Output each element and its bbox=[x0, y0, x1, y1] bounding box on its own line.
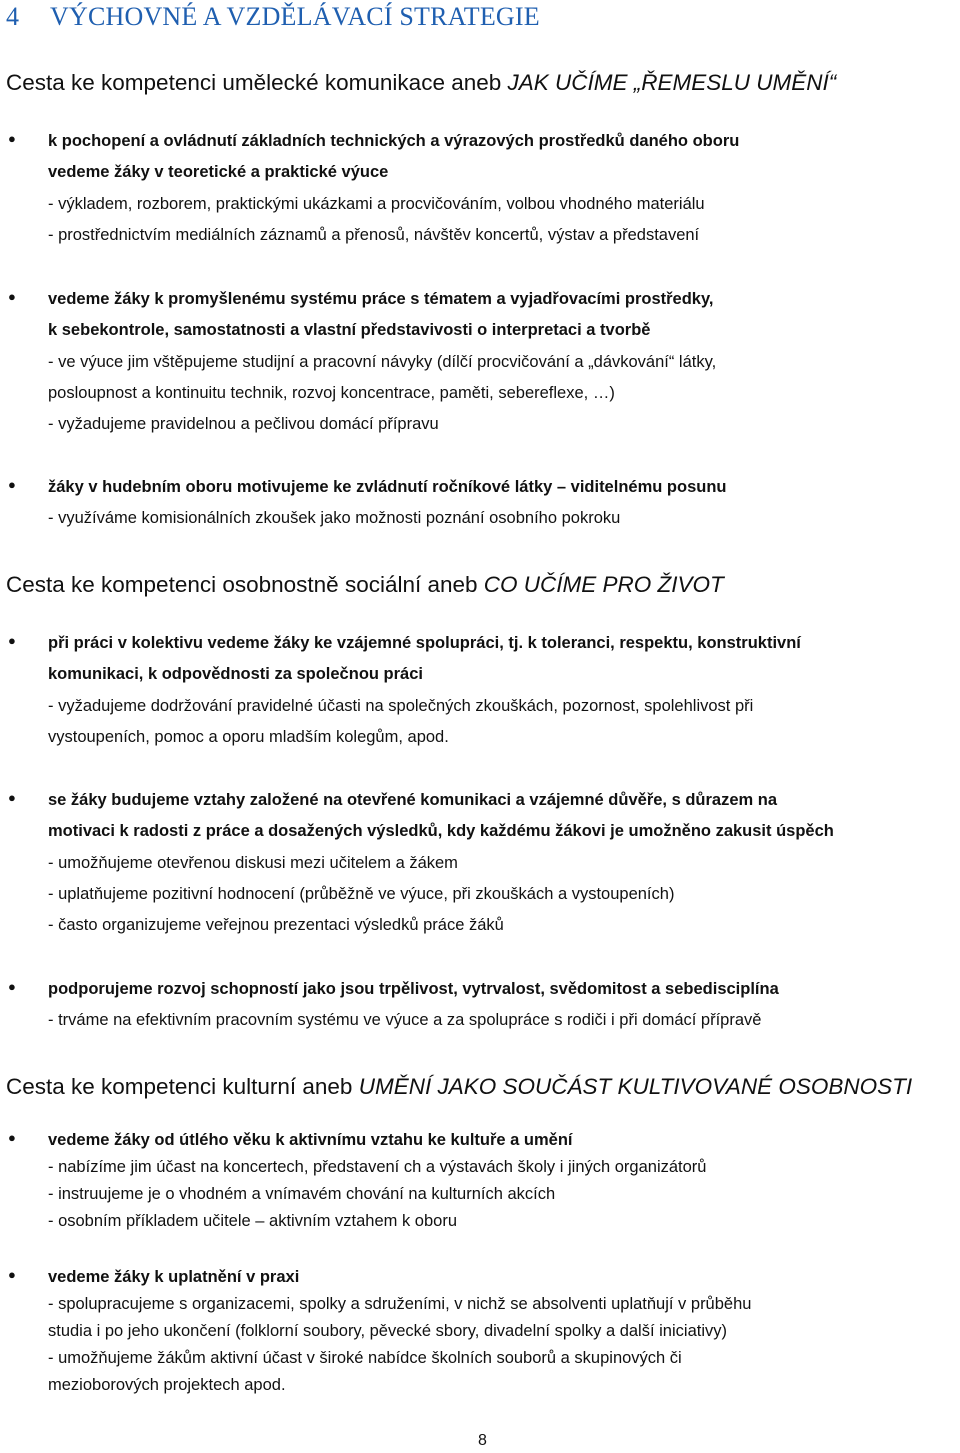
item-line: vystoupeních, pomoc a oporu mladším kolegům, apod. bbox=[48, 728, 449, 746]
item-bold-line: podporujeme rozvoj schopností jako jsou trpělivost, vytrvalost, svědomitost a sebedisciplína bbox=[48, 980, 779, 998]
item-line: - nabízíme jim účast na koncertech, představení ch a výstavách školy i jiných organizátorů bbox=[48, 1158, 707, 1176]
page-number: 8 bbox=[478, 1432, 487, 1449]
item-bold-line: k pochopení a ovládnutí základních technických a výrazových prostředků daného oboru bbox=[48, 132, 740, 150]
bullet-icon: ● bbox=[8, 477, 16, 492]
bullet-icon: ● bbox=[8, 131, 16, 146]
item-line: - trváme na efektivním pracovním systému ve výuce a za spolupráce s rodiči i při domácí přípravě bbox=[48, 1011, 762, 1029]
section-heading-text: Cesta ke kompetenci kulturní aneb bbox=[6, 1074, 359, 1099]
item-bold-line: motivaci k radosti z práce a dosažených výsledků, kdy každému žákovi je umožněno zakusit úspěch bbox=[48, 822, 834, 840]
section-heading-text: Cesta ke kompetenci osobnostně sociální aneb bbox=[6, 572, 484, 597]
chapter-heading bbox=[6, 2, 540, 32]
item-line: - uplatňujeme pozitivní hodnocení (průběžně ve výuce, při zkouškách a vystoupeních) bbox=[48, 885, 675, 903]
item-line: posloupnost a kontinuitu technik, rozvoj koncentrace, paměti, sebereflexe, …) bbox=[48, 384, 615, 402]
item-line: - vyžadujeme pravidelnou a pečlivou domácí přípravu bbox=[48, 415, 439, 433]
item-line: - ve výuce jim vštěpujeme studijní a pracovní návyky (dílčí procvičování a „dávkování“ látky, bbox=[48, 353, 717, 371]
bullet-icon: ● bbox=[8, 790, 16, 805]
item-bold-line: vedeme žáky od útlého věku k aktivnímu vztahu ke kultuře a umění bbox=[48, 1131, 573, 1149]
item-line: studia i po jeho ukončení (folklorní soubory, pěvecké sbory, divadelní spolky a další iniciativy) bbox=[48, 1322, 727, 1340]
item-line: - umožňujeme žákům aktivní účast v široké nabídce školních souborů a skupinových či bbox=[48, 1349, 682, 1367]
bullet-icon: ● bbox=[8, 1267, 16, 1282]
bullet-icon: ● bbox=[8, 979, 16, 994]
item-line: - často organizujeme veřejnou prezentaci výsledků práce žáků bbox=[48, 916, 504, 934]
section-heading-artistic bbox=[6, 70, 836, 96]
item-line: - využíváme komisionálních zkoušek jako možnosti poznání osobního pokroku bbox=[48, 509, 621, 527]
section-heading-emphasis: CO UČÍME PRO ŽIVOT bbox=[483, 572, 724, 597]
item-bold-line: se žáky budujeme vztahy založené na otevřené komunikaci a vzájemné důvěře, s důrazem na bbox=[48, 791, 778, 809]
item-bold-line: vedeme žáky k uplatnění v praxi bbox=[48, 1268, 300, 1286]
section-heading-emphasis: UMĚNÍ JAKO SOUČÁST KULTIVOVANÉ OSOBNOSTI bbox=[358, 1074, 913, 1099]
item-line: - instruujeme je o vhodném a vnímavém chování na kulturních akcích bbox=[48, 1185, 556, 1203]
item-line: - spolupracujeme s organizacemi, spolky a sdruženími, v nichž se absolventi uplatňují v průběhu bbox=[48, 1295, 752, 1313]
item-bold-line: žáky v hudebním oboru motivujeme ke zvládnutí ročníkové látky – viditelnému posunu bbox=[48, 478, 727, 496]
item-bold-line: vedeme žáky v teoretické a praktické výuce bbox=[48, 163, 389, 181]
chapter-number: 4 bbox=[6, 2, 20, 31]
item-line: - prostřednictvím mediálních záznamů a přenosů, návštěv koncertů, výstav a představení bbox=[48, 226, 700, 244]
section-heading-text: Cesta ke kompetenci umělecké komunikace aneb bbox=[6, 70, 508, 95]
section-heading-cultural bbox=[6, 1074, 912, 1100]
bullet-icon: ● bbox=[8, 1130, 16, 1145]
item-line: - vyžadujeme dodržování pravidelné účasti na společných zkouškách, pozornost, spolehlivost při bbox=[48, 697, 754, 715]
section-heading-social bbox=[6, 572, 724, 598]
item-bold-line: vedeme žáky k promyšlenému systému práce s tématem a vyjadřovacími prostředky, bbox=[48, 290, 714, 308]
chapter-title: VÝCHOVNÉ A VZDĚLÁVACÍ STRATEGIE bbox=[50, 2, 540, 31]
bullet-icon: ● bbox=[8, 633, 16, 648]
item-bold-line: při práci v kolektivu vedeme žáky ke vzájemné spolupráci, tj. k toleranci, respektu, konstruktivní bbox=[48, 634, 801, 652]
item-line: mezioborových projektech apod. bbox=[48, 1376, 286, 1394]
section-heading-emphasis: JAK UČÍME „ŘEMESLU UMĚNÍ“ bbox=[507, 70, 837, 95]
bullet-icon: ● bbox=[8, 289, 16, 304]
item-line: - výkladem, rozborem, praktickými ukázkami a procvičováním, volbou vhodného materiálu bbox=[48, 195, 705, 213]
item-line: - umožňujeme otevřenou diskusi mezi učitelem a žákem bbox=[48, 854, 458, 872]
item-line: - osobním příkladem učitele – aktivním vztahem k oboru bbox=[48, 1212, 458, 1230]
item-bold-line: k sebekontrole, samostatnosti a vlastní představivosti o interpretaci a tvorbě bbox=[48, 321, 651, 339]
item-bold-line: komunikaci, k odpovědnosti za společnou práci bbox=[48, 665, 423, 683]
